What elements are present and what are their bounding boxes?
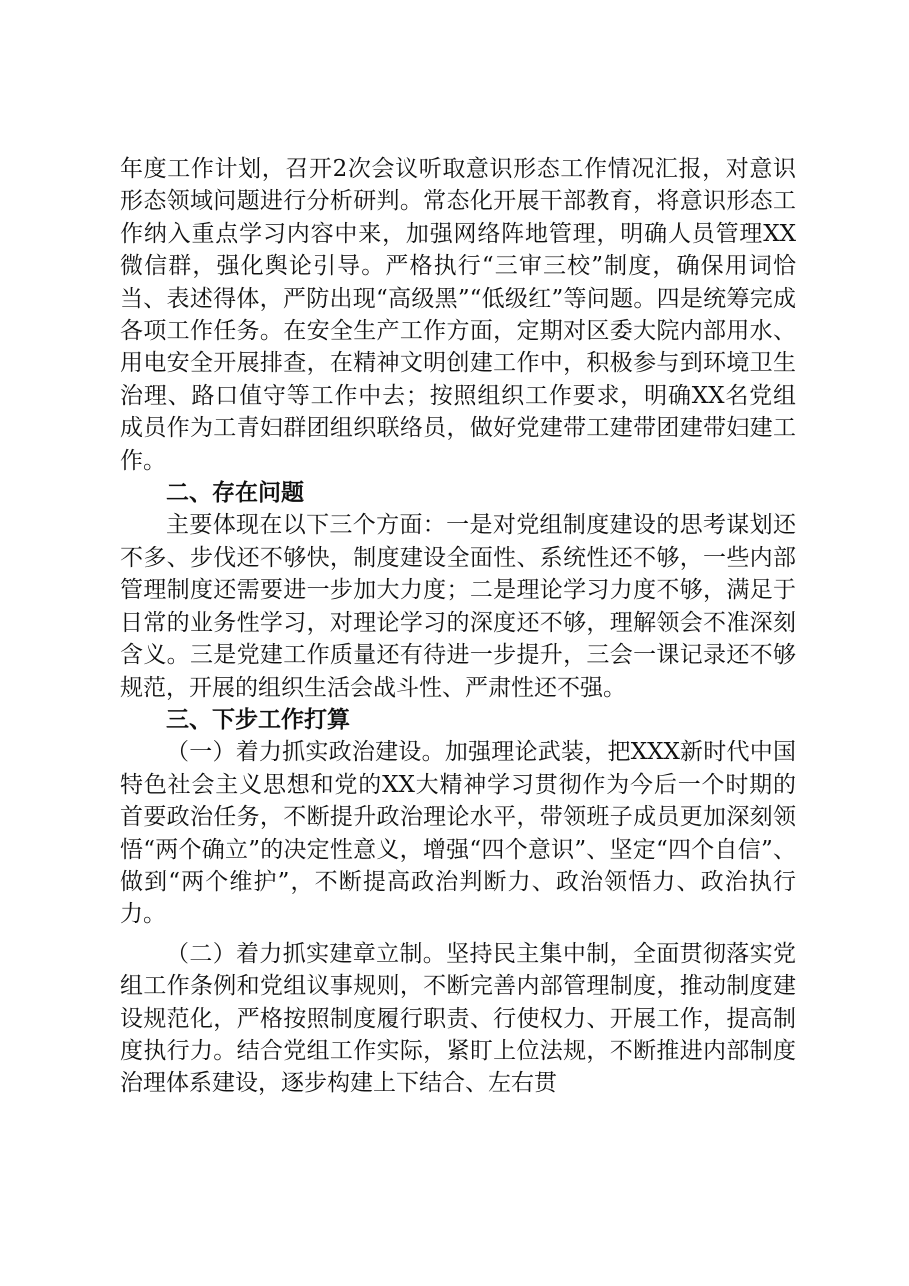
paragraph-rules-and-regulations: （二）着力抓实建章立制。坚持民主集中制，全面贯彻落实党组工作条例和党组议事规则，不断完善内部管理制度，推动制度建设规范化，严格按照制度履行职责、行使权力、开展工作，提高制度执行力。结合党组工作实际，紧盯上位法规，不断推进内部制度治理体系建设，逐步构建上下结合、左右贯: [120, 940, 796, 1097]
document-body: [120, 153, 796, 1100]
paragraph-work-summary-continuation: 年度工作计划，召开2次会议听取意识形态工作情况汇报，对意识形态领域问题进行分析研判。常态化开展干部教育，将意识形态工作纳入重点学习内容中来，加强网络阵地管理，明确人员管理XX微信群，强化舆论引导。严格执行“三审三校”制度，确保用词恰当、表述得体，严防出现“高级黑”“低级红”等问题。四是统筹完成各项工作任务。在安全生产工作方面，定期对区委大院内部用水、用电安全开展排查，在精神文明创建工作中，积极参与到环境卫生治理、路口值守等工作中去；按照组织工作要求，明确XX名党组成员作为工青妇群团组织联络员，做好党建带工建带团建带妇建工作。: [120, 156, 796, 474]
paragraph-spacing: [120, 931, 796, 938]
section-heading-next-steps: 三、下步工作打算: [166, 706, 350, 733]
paragraph-existing-problems: 主要体现在以下三个方面：一是对党组制度建设的思考谋划还不多、步伐还不够快，制度建设全面性、系统性还不够，一些内部管理制度还需要进一步加大力度；二是理论学习力度不够，满足于日常的业务性学习，对理论学习的深度还不够，理解领会不准深刻含义。三是党建工作质量还有待进一步提升，三会一课记录还不够规范，开展的组织生活会战斗性、严肃性还不强。: [120, 512, 796, 701]
paragraph-political-construction: （一）着力抓实政治建设。加强理论武装，把XXX新时代中国特色社会主义思想和党的XX大精神学习贯彻作为今后一个时期的首要政治任务，不断提升政治理论水平，带领班子成员更加深刻领悟“两个确立”的决定性意义，增强“四个意识”、坚定“四个自信”、做到“两个维护”，不断提高政治判断力、政治领悟力、政治执行力。: [120, 739, 796, 928]
section-heading-existing-problems: 二、存在问题: [166, 480, 304, 507]
